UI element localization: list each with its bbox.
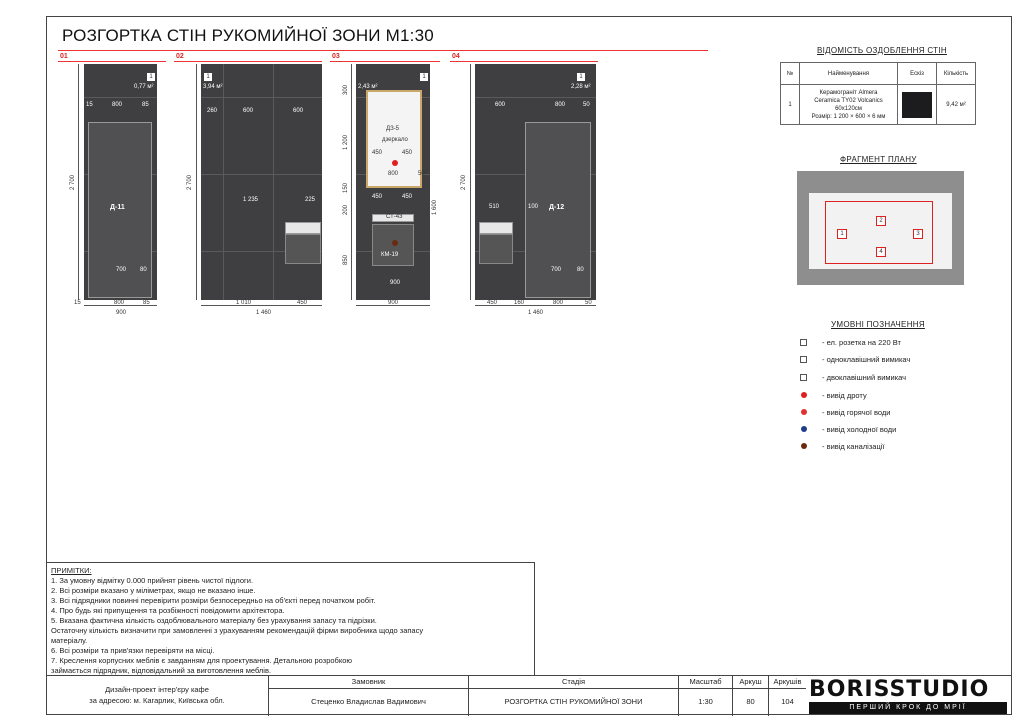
dimension: 1 460 xyxy=(528,310,544,316)
client-cell: Замовник Стеценко Владислав Вадимович xyxy=(268,676,468,716)
sink xyxy=(285,222,321,234)
sheet-number: 02 xyxy=(176,53,184,60)
dimension: 85 xyxy=(142,102,149,108)
dimension: 800 xyxy=(112,102,123,108)
dim-line xyxy=(470,64,471,300)
table-cell xyxy=(898,85,937,125)
swatch xyxy=(902,92,932,118)
sheet-line xyxy=(330,61,440,62)
wall-area: 2,43 м² xyxy=(358,84,378,90)
plan-fragment xyxy=(797,171,964,285)
dimension: 50 xyxy=(585,300,592,306)
brand-name: BORISSTUDIO xyxy=(809,677,990,702)
area-tag: 1 xyxy=(204,73,212,81)
dimension: 700 xyxy=(551,267,562,273)
dimension: 150 xyxy=(343,182,349,193)
project-info: Дизайн-проект інтер'єру кафе за адресою: м. Кагарлик, Київська обл. xyxy=(89,685,225,705)
dimension: 450 xyxy=(487,300,498,306)
sheet-number: 03 xyxy=(332,53,340,60)
wall-area: 2,28 м² xyxy=(571,84,591,90)
wire-outlet-icon xyxy=(801,392,807,398)
table-row xyxy=(781,85,976,125)
dimension: 15 xyxy=(74,300,81,306)
dimension: 1 600 xyxy=(432,199,438,215)
note-line: 7. Креслення корпусних меблів є завданням для проектування. Детальною розробкою xyxy=(51,656,353,665)
area-tag: 1 xyxy=(147,73,155,81)
door-label: Д-11 xyxy=(110,204,125,211)
dimension: 900 xyxy=(388,300,399,306)
wall-elevation-02 xyxy=(201,64,322,300)
table-header: Найменування xyxy=(800,63,898,85)
dimension: 450 xyxy=(402,194,413,200)
stage-cell: Стадія РОЗГОРТКА СТІН РУКОМИЙНОЇ ЗОНИ xyxy=(468,676,678,716)
wire-outlet-icon xyxy=(392,160,398,166)
dimension: 1 200 xyxy=(343,134,349,150)
drain-icon xyxy=(801,443,807,449)
hot-water-icon xyxy=(801,409,807,415)
dimension: 50 xyxy=(418,171,425,177)
sheet-number: 01 xyxy=(60,53,68,60)
dimension: 300 xyxy=(343,84,349,95)
area-tag: 1 xyxy=(420,73,428,81)
page-title: РОЗГОРТКА СТІН РУКОМИЙНОЇ ЗОНИ М1:30 xyxy=(62,26,434,45)
dimension: 1 010 xyxy=(236,300,252,306)
dimension: 700 xyxy=(116,267,127,273)
plan-marker: 4 xyxy=(876,247,886,257)
dimension: 800 xyxy=(555,102,566,108)
legend-item: - двоклавішний вимикач xyxy=(800,373,906,382)
note-line: 4. Про будь які припущення та розбіжності повідомити архітектора. xyxy=(51,606,285,615)
vanity-cabinet xyxy=(479,234,513,264)
dim-line xyxy=(196,64,197,300)
vanity-cabinet xyxy=(285,234,321,264)
note-line: 2. Всі розміри вказано у міліметрах, якщо не вказано інше. xyxy=(51,586,256,595)
dimension: 260 xyxy=(207,108,218,114)
finishes-table xyxy=(780,62,976,125)
table-cell: 1 xyxy=(781,85,800,125)
dimension: 510 xyxy=(489,204,500,210)
dim-line xyxy=(351,64,352,300)
dimension: 450 xyxy=(372,194,383,200)
wall-elevation-04 xyxy=(475,64,596,300)
dimension: 450 xyxy=(402,150,413,156)
dimension: 80 xyxy=(577,267,584,273)
note-line: 5. Вказана фактична кількість оздоблювального матеріалу без урахування запасу та підрізки. xyxy=(51,616,377,625)
note-line: 1. За умовну відмітку 0.000 прийнят рівень чистої підлоги. xyxy=(51,576,254,585)
sink xyxy=(479,222,513,234)
plan-marker: 2 xyxy=(876,216,886,226)
title-underline xyxy=(58,50,708,51)
dimension: 1 460 xyxy=(256,310,272,316)
wall-area: 3,94 м² xyxy=(203,84,223,90)
dimension: 600 xyxy=(495,102,506,108)
sink-label: СТ-43 xyxy=(386,214,403,220)
finishes-title: ВІДОМІСТЬ ОЗДОБЛЕННЯ СТІН xyxy=(817,46,947,55)
dimension: 900 xyxy=(390,280,401,286)
brand-logo xyxy=(806,677,1012,715)
note-line: Остаточну кількість визначити при замовленні з урахуванням рекомендацій фірми виробника щодо запасу xyxy=(51,626,424,635)
notes-heading: ПРИМІТКИ: xyxy=(51,566,92,575)
area-tag: 1 xyxy=(577,73,585,81)
dimension: 450 xyxy=(372,150,383,156)
dimension: 15 xyxy=(86,102,93,108)
dimension: 900 xyxy=(116,310,127,316)
table-cell xyxy=(800,85,898,125)
legend-item: - ел. розетка на 220 Вт xyxy=(800,338,901,347)
dimension: 2 700 xyxy=(70,174,76,190)
sheet-line xyxy=(58,61,166,62)
wall-elevation-03 xyxy=(356,64,430,300)
sheet-line xyxy=(174,61,322,62)
legend-item: - вивід горячої води xyxy=(800,408,890,417)
dimension: 225 xyxy=(305,197,316,203)
note-line: матеріалу. xyxy=(51,636,88,645)
dimension: 600 xyxy=(293,108,304,114)
scale-cell: Масштаб 1:30 xyxy=(678,676,732,716)
table-header: Ескіз xyxy=(898,63,937,85)
brand-slogan: ПЕРШИЙ КРОК ДО МРІЇ xyxy=(809,702,1007,714)
plan-marker: 1 xyxy=(837,229,847,239)
material-name: Керамограніт Almera xyxy=(819,89,878,96)
dimension: 200 xyxy=(343,204,349,215)
legend-title: УМОВНІ ПОЗНАЧЕННЯ xyxy=(831,320,925,329)
dimension: 600 xyxy=(243,108,254,114)
wall-area: 0,77 м² xyxy=(134,84,154,90)
cold-water-icon xyxy=(801,426,807,432)
sheet-line xyxy=(450,61,598,62)
cabinet-label: КМ-19 xyxy=(381,252,399,258)
material-name: Ceramica TY02 Volcanics xyxy=(814,97,883,104)
sheet-cell: Аркуш 80 xyxy=(732,676,768,716)
drain-outlet-icon xyxy=(392,240,398,246)
dimension: 2 700 xyxy=(187,174,193,190)
legend-item: - одноклавішний вимикач xyxy=(800,355,910,364)
legend-item: - вивід каналізації xyxy=(800,442,885,451)
material-size: 60x120см xyxy=(835,105,862,112)
note-line: 3. Всі підрядники повинні перевірити розміри безпосередньо на об'єкті перед початком робіт. xyxy=(51,596,376,605)
dimension: 800 xyxy=(114,300,125,306)
plan-title: ФРАГМЕНТ ПЛАНУ xyxy=(840,155,917,164)
note-line: 6. Всі розміри та прив'язки перевіряти на місці. xyxy=(51,646,215,655)
sheets-cell: Аркушів 104 xyxy=(768,676,806,716)
door-label: Д-12 xyxy=(549,204,565,211)
notes-block xyxy=(47,562,535,675)
table-header: № xyxy=(781,63,800,85)
dimension: 160 xyxy=(514,300,525,306)
legend-item: - вивід дроту xyxy=(800,391,867,400)
dimension: 50 xyxy=(583,102,590,108)
dimension: 800 xyxy=(388,171,399,177)
plan-marker: 3 xyxy=(913,229,923,239)
dim-line xyxy=(78,64,79,300)
dimension: 80 xyxy=(140,267,147,273)
dimension: 1 235 xyxy=(243,197,259,203)
legend-item: - вивід холодної води xyxy=(800,425,896,434)
dimension: 450 xyxy=(297,300,308,306)
mirror-label: ДЗ-5 xyxy=(386,126,400,132)
table-header: Кількість xyxy=(937,63,976,85)
wall-elevation-01 xyxy=(84,64,157,300)
dimension: 850 xyxy=(343,254,349,265)
dimension: 800 xyxy=(553,300,564,306)
dimension: 85 xyxy=(143,300,150,306)
material-dims: Розмір: 1 200 × 600 × 6 мм xyxy=(811,113,886,120)
note-line: займається підрядник, відповідальний за виготовлення меблів. xyxy=(51,666,272,675)
mirror-sublabel: дзеркало xyxy=(382,137,408,143)
table-cell: 9,42 м² xyxy=(937,85,976,125)
dimension: 2 700 xyxy=(461,174,467,190)
sheet-number: 04 xyxy=(452,53,460,60)
dimension: 100 xyxy=(528,204,539,210)
